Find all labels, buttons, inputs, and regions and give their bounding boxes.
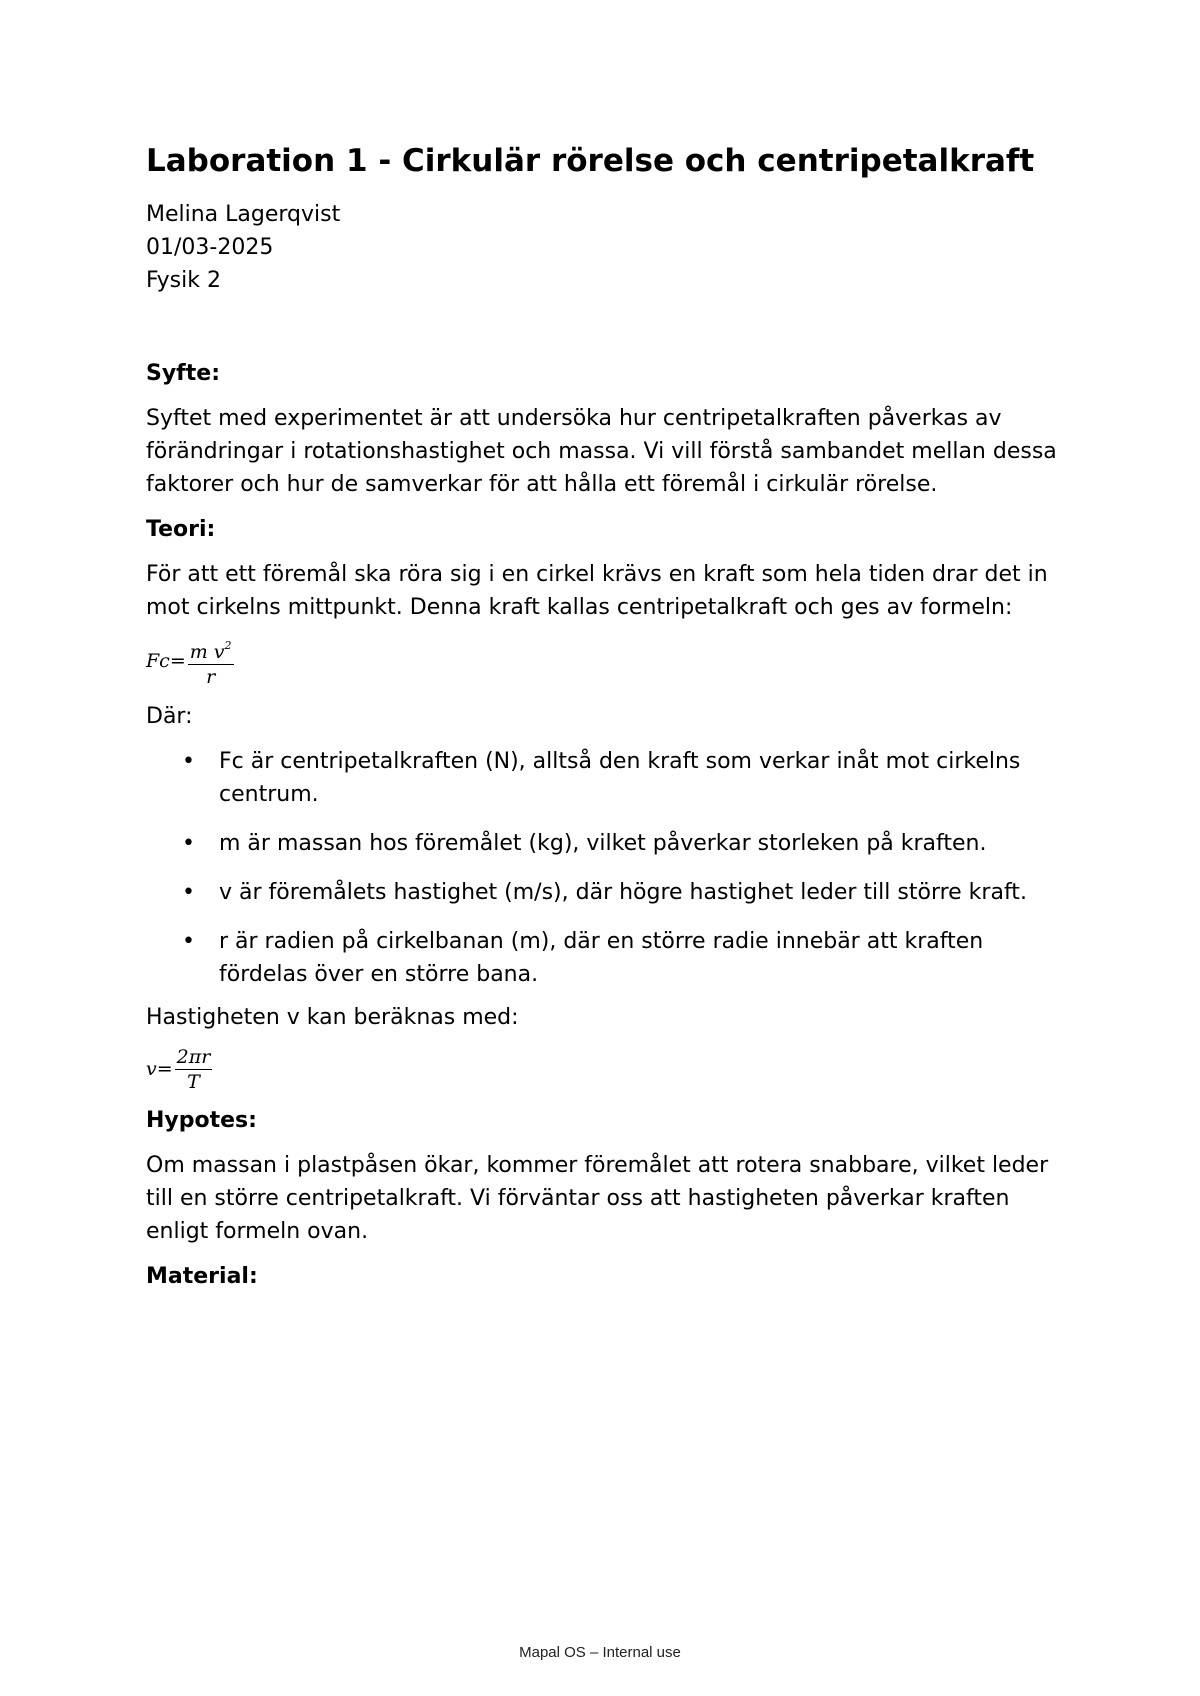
bullet-icon: • [182,749,195,774]
list-item-text: v är föremålets hastighet (m/s), där högre hastighet leder till större kraft. [219,880,1027,905]
velocity-text: Hastigheten v kan beräknas med: [146,1005,519,1030]
author: Melina Lagerqvist [146,202,341,227]
list-item [146,827,1076,860]
list-item [146,876,1076,909]
formula1-fraction [188,634,234,689]
list-item-text: Fc är centripetalkraften (N), alltså den kraft som verkar inåt mot cirkelns centrum. [219,749,1021,807]
date: 01/03-2025 [146,235,274,260]
formula2-numerator: 2πr [176,1045,211,1068]
bullet-icon: • [182,831,195,856]
dar-label: Där: [146,704,193,729]
formula1-denominator: r [206,665,216,688]
syfte-text: Syftet med experimentet är att undersöka hur centripetalkraften påverkas av förändringar i rotationshastighet och massa. Vi vill förstå sambandet mellan dessa faktorer och hur de samverkar för att hålla ett föremål i cirkulär rörelse. [146,406,1057,497]
document-page [146,138,1076,1293]
list-item [146,745,1076,811]
teori-text: För att ett föremål ska röra sig i en cirkel krävs en kraft som hela tiden drar det in mot cirkelns mittpunkt. Denna kraft kallas centripetalkraft och ges av formeln: [146,562,1048,620]
formula2-fraction [175,1045,213,1094]
formula-centripetal [146,630,1076,692]
material-heading: Material: [146,1264,258,1289]
list-item-text: r är radien på cirkelbanan (m), där en större radie innebär att kraften fördelas över en större bana. [219,929,984,987]
hypotes-text: Om massan i plastpåsen ökar, kommer föremålet att rotera snabbare, vilket leder till en större centripetalkraft. Vi förväntar oss att hastigheten påverkar kraften enligt formeln ovan. [146,1153,1049,1244]
bullet-icon: • [182,929,195,954]
formula1-num-text: m v [189,640,225,663]
list-item [146,925,1076,991]
list-item-text: m är massan hos föremålet (kg), vilket påverkar storleken på kraften. [219,831,987,856]
formula1-lhs: Fc= [146,650,186,672]
hypotes-heading: Hypotes: [146,1108,257,1133]
course: Fysik 2 [146,268,221,293]
footer-label: Mapal OS – Internal use [519,1644,681,1661]
formula2-denominator: T [187,1070,200,1093]
syfte-heading: Syfte: [146,361,220,386]
bullet-icon: • [182,880,195,905]
formula1-numerator [188,634,234,665]
formula-velocity [146,1038,1076,1100]
variable-list [146,745,1076,991]
document-title: Laboration 1 - Cirkulär rörelse och centripetalkraft [146,143,1035,179]
formula2-lhs: v= [146,1058,173,1080]
formula1-exponent: 2 [224,638,232,652]
document-meta [146,198,1076,297]
teori-heading: Teori: [146,517,216,542]
